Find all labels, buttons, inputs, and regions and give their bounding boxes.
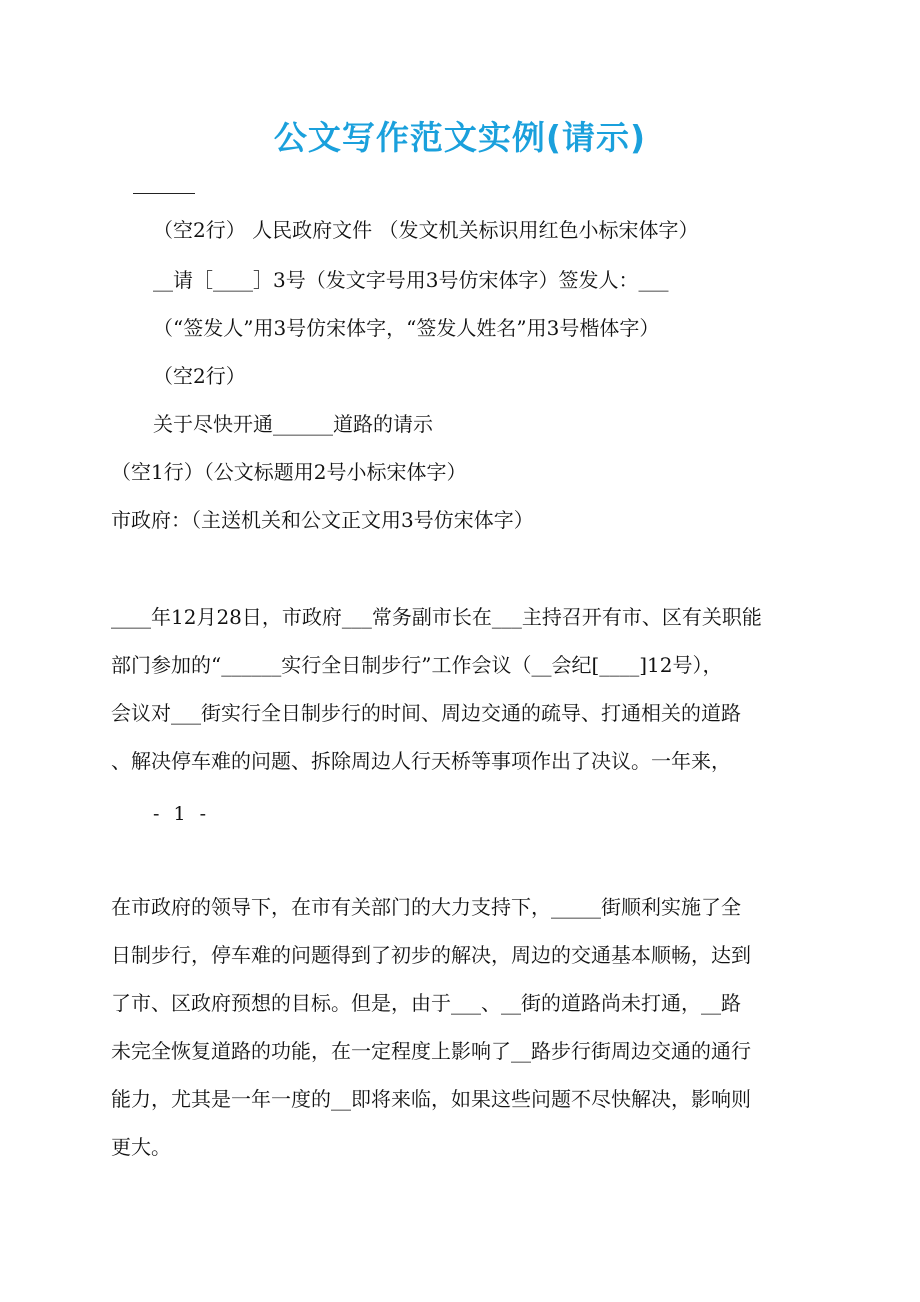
paragraph-line: 未完全恢复道路的功能，在一定程度上影响了__路步行街周边交通的通行 — [111, 1039, 751, 1063]
paragraph-line: 、解决停车难的问题、拆除周边人行天桥等事项作出了决议。一年来， — [111, 749, 731, 773]
paragraph-line: 更大。 — [111, 1135, 171, 1159]
body-paragraph-1 — [111, 593, 811, 785]
paragraph-line: 能力，尤其是一年一度的__即将来临，如果这些问题不尽快解决，影响则 — [111, 1087, 751, 1111]
heading-format-note: （空1行）（公文标题用2号小标宋体字） — [111, 460, 467, 484]
paragraph-line: 了市、区政府预想的目标。但是，由于___、__街的道路尚未打通，__路 — [111, 991, 741, 1015]
body-paragraph-2 — [111, 883, 811, 1171]
addressee-line: 市政府：（主送机关和公文正文用3号仿宋体字） — [111, 508, 534, 532]
header-line-issuer: （空2行） 人民政府文件 （发文机关标识用红色小标宋体字） — [153, 218, 699, 242]
request-heading: 关于尽快开通______道路的请示 — [153, 412, 433, 436]
header-line-doc-number: __请［____］3号（发文字号用3号仿宋体字）签发人：___ — [153, 268, 669, 292]
paragraph-line: 日制步行，停车难的问题得到了初步的解决，周边的交通基本顺畅，达到 — [111, 943, 751, 967]
paragraph-line: 会议对___街实行全日制步行的时间、周边交通的疏导、打通相关的道路 — [111, 701, 741, 725]
header-line-signer-note: （“签发人”用3号仿宋体字，“签发人姓名”用3号楷体字） — [153, 316, 660, 340]
document-title: 公文写作范文实例(请示) — [273, 118, 647, 157]
header-rule — [133, 193, 195, 194]
paragraph-line: ____年12月28日，市政府___常务副市长在___主持召开有市、区有关职能 — [111, 605, 762, 629]
paragraph-line: 部门参加的“______实行全日制步行”工作会议（__会纪[____]12号）， — [111, 653, 723, 677]
header-line-blank-note: （空2行） — [153, 364, 246, 388]
paragraph-line: 在市政府的领导下，在市有关部门的大力支持下，_____街顺利实施了全 — [111, 895, 741, 919]
page-number: - 1 - — [153, 803, 211, 825]
